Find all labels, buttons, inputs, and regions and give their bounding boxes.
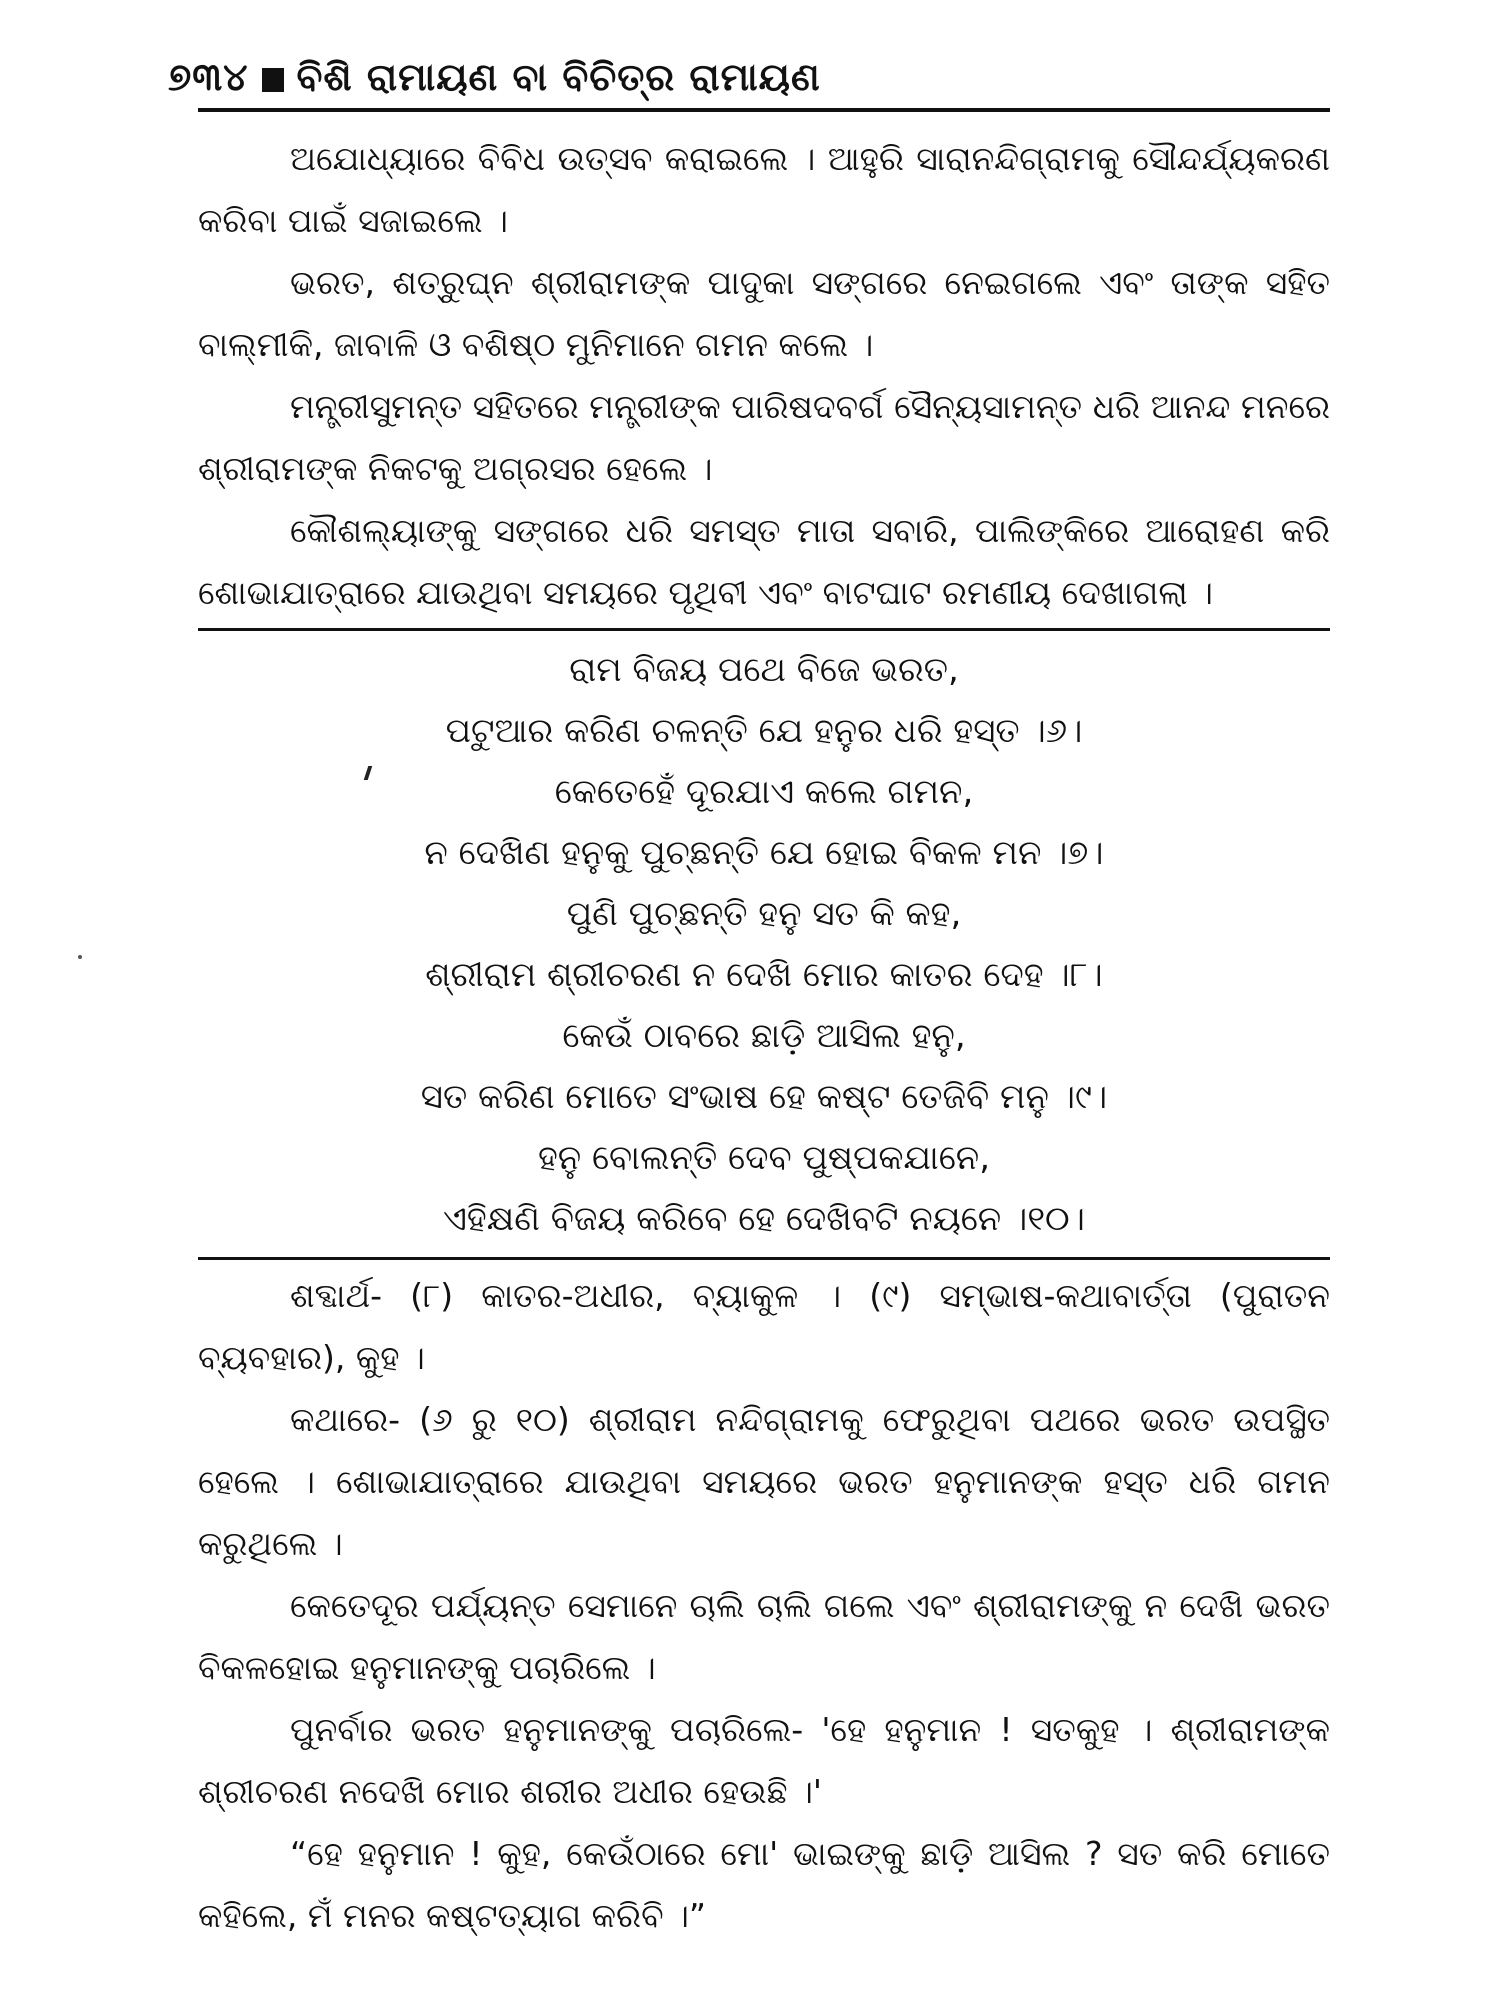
verse-top-rule — [198, 628, 1330, 631]
paragraph: କେତେଦୂର ପର୍ଯ୍ୟନ୍ତ ସେମାନେ ଚାଲି ଚାଲି ଗଲେ ଏବଂ ଶ୍ରୀରାମଙ୍କୁ ନ ଦେଖି ଭରତ ବିକଳହୋଇ ହନୁମାନଙ୍କୁ ପଚାରିଲେ । — [198, 1586, 1330, 1687]
paragraph: କୌଶଲ୍ୟାଙ୍କୁ ସଙ୍ଗରେ ଧରି ସମସ୍ତ ମାତା ସବାରି, ପାଲିଙ୍କିରେ ଆରୋହଣ କରି ଶୋଭାଯାତ୍ରାରେ ଯାଉଥିବା ସମୟରେ ପୃଥିବୀ ଏବଂ ବାଟଘାଟ ରମଣୀୟ ଦେଖାଗଲା । — [198, 511, 1330, 612]
paragraph: ମନ୍ତ୍ରୀସୁମନ୍ତ ସହିତରେ ମନ୍ତ୍ରୀଙ୍କ ପାରିଷଦବର୍ଗ ସୈନ୍ୟସାମନ୍ତ ଧରି ଆନନ୍ଦ ମନରେ ଶ୍ରୀରାମଙ୍କ ନିକଟକୁ ଅଗ୍ରସର ହେଲେ । — [198, 387, 1330, 488]
verse-line: ପଟୁଆର କରିଣ ଚଳନ୍ତି ଯେ ହନୁର ଧରି ହସ୍ତ ।୬। — [445, 711, 1083, 751]
paragraph: ଅଯୋଧ୍ୟାରେ ବିବିଧ ଉତ୍ସବ କରାଇଲେ । ଆହୁରି ସାରାନନ୍ଦିଗ୍ରାମକୁ ସୌନ୍ଦର୍ଯ୍ୟକରଣ କରିବା ପାଇଁ ସଜାଇଲେ । — [198, 139, 1330, 240]
prose-bottom-section — [198, 1265, 1330, 1947]
verse-line: ସତ କରିଣ ମୋତେ ସଂଭାଷ ହେ କଷ୍ଟ ତେଜିବି ମନୁ ।୯। — [420, 1077, 1108, 1117]
page-header — [168, 55, 821, 100]
verse-line: ଏହିକ୍ଷଣି ବିଜୟ କରିବେ ହେ ଦେଖିବଟି ନୟନେ ।୧୦। — [443, 1199, 1085, 1239]
paragraph: “ହେ ହନୁମାନ ! କୁହ, କେଉଁଠାରେ ମୋ' ଭାଇଙ୍କୁ ଛାଡ଼ି ଆସିଲ ? ସତ କରି ମୋତେ କହିଲେ, ମଁ ମନର କଷ୍ଟତ୍ୟାଗ କରିବି ।” — [198, 1834, 1330, 1935]
page-number: ୭୩୪ — [168, 55, 249, 99]
verse-line: କେଉଁ ଠାବରେ ଛାଡ଼ି ଆସିଲ ହନୁ, — [562, 1016, 966, 1056]
verse-line: କେତେହେଁ ଦୂରଯାଏ କଲେ ଗମନ, — [554, 772, 974, 812]
verse-line: ଶ୍ରୀରାମ ଶ୍ରୀଚରଣ ନ ଦେଖି ମୋର କାତର ଦେହ ।୮। — [425, 955, 1103, 995]
verse-line: ନ ଦେଖିଣ ହନୁକୁ ପୁଚ୍ଛନ୍ତି ଯେ ହୋଇ ବିକଳ ମନ ।୭। — [424, 833, 1104, 873]
verse-bottom-rule — [198, 1257, 1330, 1260]
paragraph: ଭରତ, ଶତ୍ରୁଘ୍ନ ଶ୍ରୀରାମଙ୍କ ପାଦୁକା ସଙ୍ଗରେ ନେଇଗଲେ ଏବଂ ତାଙ୍କ ସହିତ ବାଲ୍ମୀକି, ଜାବାଳି ଓ ବଶିଷ୍ଠ ମୁନିମାନେ ଗମନ କଲେ । — [198, 263, 1330, 364]
book-title: ବିଶି ରାମାୟଣ ବା ବିଚିତ୍ର ରାମାୟଣ — [296, 55, 821, 99]
paragraph: କଥାରେ- (୬ ରୁ ୧୦) ଶ୍ରୀରାମ ନନ୍ଦିଗ୍ରାମକୁ ଫେରୁଥିବା ପଥରେ ଭରତ ଉପସ୍ଥିତ ହେଲେ । ଶୋଭାଯାତ୍ରାରେ ଯାଉଥିବା ସମୟରେ ଭରତ ହନୁମାନଙ୍କ ହସ୍ତ ଧରି ଗମନ କରୁଥିଲେ । — [198, 1400, 1330, 1563]
verse-line: ରାମ ବିଜୟ ପଥେ ବିଜେ ଭରତ, — [569, 650, 959, 690]
print-speck — [78, 955, 82, 959]
prose-top-section — [198, 128, 1330, 624]
header-rule — [198, 108, 1330, 112]
glossary-paragraph: ଶବ୍ଦାର୍ଥ- (୮) କାତର-ଅଧୀର, ବ୍ୟାକୁଳ । (୯) ସମ୍ଭାଷ-କଥାବାର୍ତ୍ତା (ପୁରାତନ ବ୍ୟବହାର), କୁହ । — [198, 1276, 1330, 1377]
verse-line: ପୁଣି ପୁଚ୍ଛନ୍ତି ହନୁ ସତ କି କହ, — [566, 894, 962, 934]
verse-block — [198, 640, 1330, 1250]
verse-line: ହନୁ ବୋଲନ୍ତି ଦେବ ପୁଷ୍ପକଯାନେ, — [537, 1138, 991, 1178]
paragraph: ପୁନର୍ବାର ଭରତ ହନୁମାନଙ୍କୁ ପଚାରିଲେ- 'ହେ ହନୁମାନ ! ସତକୁହ । ଶ୍ରୀରାମଙ୍କ ଶ୍ରୀଚରଣ ନଦେଖି ମୋର ଶରୀର ଅଧୀର ହେଉଛି ।' — [198, 1710, 1330, 1811]
square-bullet-icon — [262, 68, 284, 92]
